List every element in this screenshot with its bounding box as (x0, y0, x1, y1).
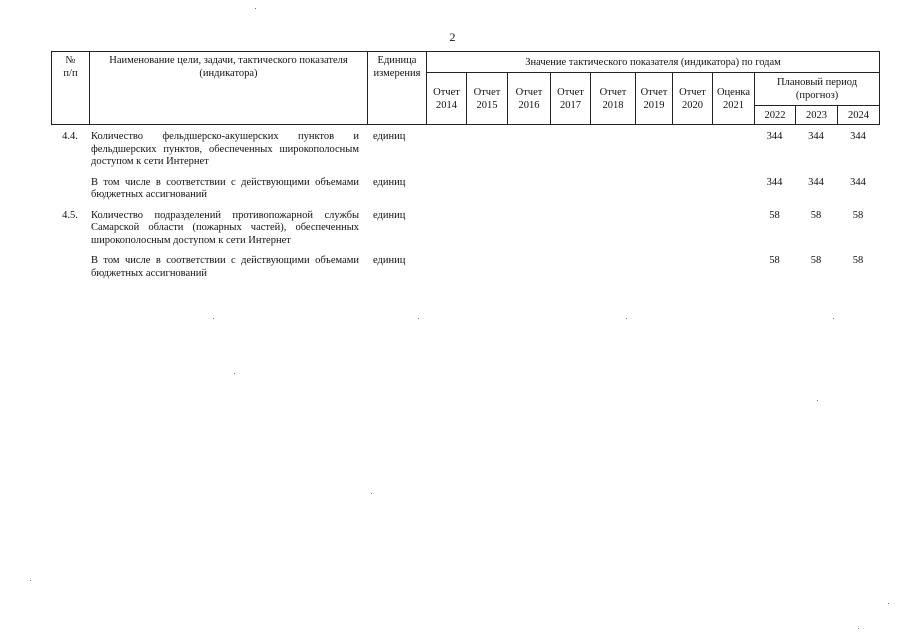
row-number (51, 177, 89, 202)
year-col-label: Отчет 2014 (433, 86, 460, 111)
year-col-2016 (508, 73, 551, 125)
indicator-table-header (51, 51, 880, 125)
year-col-label: Отчет 2020 (679, 86, 706, 111)
row-value-2023: 344 (808, 176, 824, 188)
year-col-label: Отчет 2019 (640, 86, 668, 111)
row-number: 4.5. (62, 209, 78, 221)
table-row (51, 210, 879, 248)
plan-year-2024 (838, 106, 880, 125)
row-name: В том числе в соответствии с действующими объемами бюджетных ассигнований (91, 176, 359, 200)
year-col-label: Отчет 2015 (473, 86, 501, 111)
year-col-2015 (467, 73, 508, 125)
year-col-label: Отчет 2016 (515, 86, 543, 111)
row-unit: единиц (373, 209, 406, 221)
year-col-2014 (427, 73, 467, 125)
row-unit: единиц (373, 176, 406, 188)
header-values (427, 52, 880, 73)
header-values-label: Значение тактического показателя (индикатора) по годам (525, 56, 781, 68)
year-col-label: Оценка 2021 (716, 86, 751, 111)
header-num (52, 52, 90, 125)
plan-year-label: 2023 (806, 109, 827, 121)
year-col-2017 (551, 73, 591, 125)
row-value-2023: 58 (810, 209, 822, 221)
scan-speck (371, 493, 372, 494)
row-name: Количество подразделений противопожарной службы Самарской области (пожарных частей), обеспеченных широкополосным доступом к сети Интернет (91, 209, 359, 246)
plan-year-label: 2022 (764, 109, 786, 121)
year-col-2019 (636, 73, 673, 125)
header-plan (755, 73, 880, 106)
table-row (51, 131, 879, 169)
scan-speck (255, 8, 256, 9)
row-value-2024: 344 (850, 176, 866, 188)
scan-speck (234, 373, 235, 374)
row-unit: единиц (373, 255, 406, 266)
scan-speck (30, 580, 31, 581)
header-num-label: № п/п (63, 55, 78, 79)
row-number: 4.4. (62, 131, 78, 142)
plan-year-label: 2024 (848, 109, 870, 121)
row-unit: единиц (373, 131, 406, 142)
year-col-2021 (713, 73, 755, 125)
row-value-2022: 344 (766, 176, 783, 188)
scan-speck (418, 318, 419, 319)
scan-speck (817, 400, 818, 401)
row-value-2023: 58 (810, 255, 822, 266)
row-value-2024: 58 (852, 255, 864, 266)
plan-year-2023 (796, 106, 838, 125)
year-col-2020 (673, 73, 713, 125)
scan-speck (833, 318, 834, 319)
year-col-label: Отчет 2018 (599, 86, 627, 111)
row-number (51, 255, 89, 280)
header-name (90, 52, 368, 125)
row-name: Количество фельдшерско-акушерских пунктов и фельдшерских пунктов, обеспеченных широкополосным доступом к сети Интернет (91, 131, 359, 167)
header-name-label: Наименование цели, задачи, тактического показателя (индикатора) (109, 55, 348, 79)
row-value-2024: 58 (852, 209, 864, 221)
row-value-2022: 58 (769, 255, 780, 266)
scan-speck (213, 318, 214, 319)
row-value-2024: 344 (850, 131, 866, 142)
table-row (51, 255, 879, 280)
year-col-2018 (591, 73, 636, 125)
header-unit (368, 52, 427, 125)
page-number: 2 (449, 30, 456, 44)
header-plan-label: Плановый период (прогноз) (777, 77, 858, 101)
header-unit-label: Единица измерения (373, 55, 421, 79)
row-value-2022: 344 (766, 131, 783, 142)
row-value-2022: 58 (769, 209, 780, 221)
scan-speck (888, 603, 889, 604)
year-col-label: Отчет 2017 (557, 86, 584, 111)
row-name: В том числе в соответствии с действующими объемами бюджетных ассигнований (91, 255, 359, 279)
plan-year-2022 (755, 106, 796, 125)
row-value-2023: 344 (808, 131, 824, 142)
table-row (51, 177, 879, 202)
scan-speck (858, 628, 859, 629)
scan-speck (626, 318, 627, 319)
indicator-table-body (51, 131, 879, 280)
